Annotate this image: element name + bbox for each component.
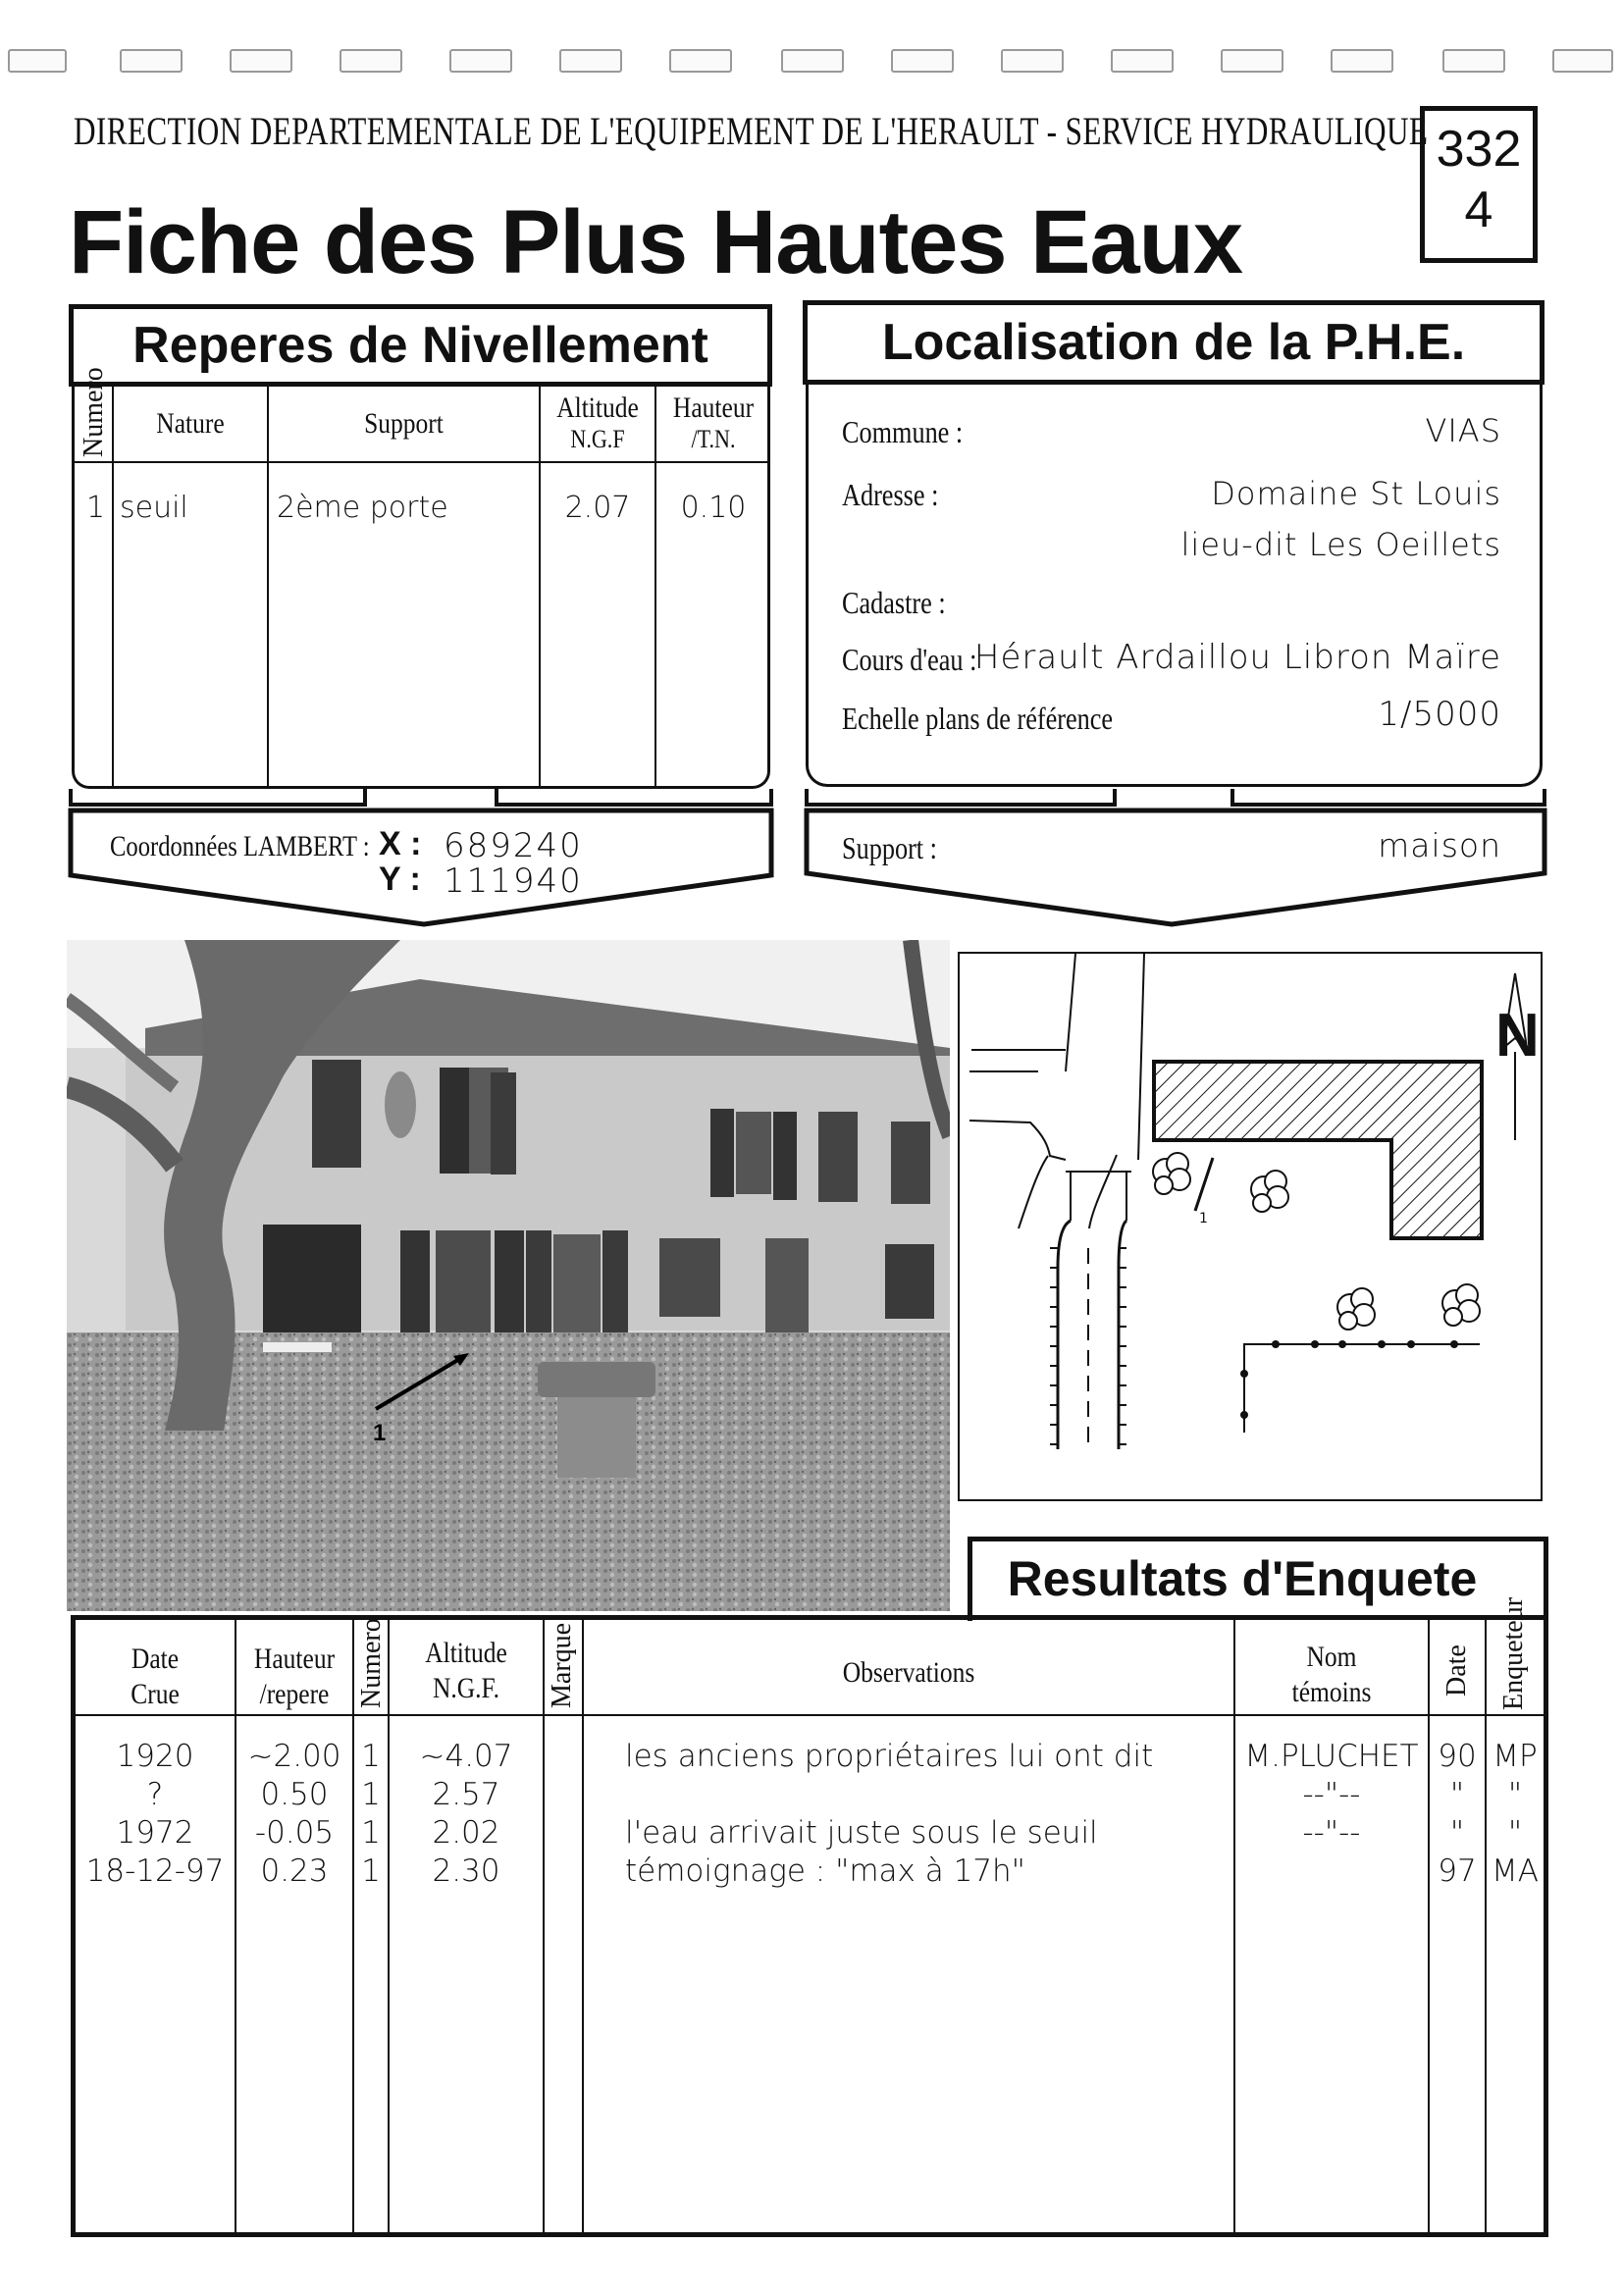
localisation-title: Localisation de la P.H.E.: [803, 300, 1544, 385]
reference-number: 332: [1436, 121, 1522, 178]
col-support: Support: [364, 407, 444, 440]
col-date: Date: [1441, 1644, 1472, 1697]
repere-nature: seuil: [120, 491, 188, 525]
table-row: 1972: [116, 1815, 194, 1851]
column-hauteur-values: ~2.00 0.50 -0.05 0.23: [247, 1739, 341, 1889]
support-value: maison: [1378, 826, 1501, 864]
column-nom-values: M.PLUCHET --"-- --"--: [1244, 1739, 1419, 1851]
column-altitude-values: ~4.07 2.57 2.02 2.30: [419, 1739, 513, 1889]
north-label: N: [1495, 1002, 1540, 1070]
column-enqueteur-values: MP " " MA: [1492, 1739, 1539, 1889]
column-date-crue-values: [76, 1738, 235, 1891]
resultats-table: [71, 1596, 1548, 2237]
resultats-title: Resultats d'Enquete: [1007, 1551, 1478, 1606]
col-altitude-res: Altitude N.G.F.: [425, 1637, 507, 1704]
reperes-table: [72, 367, 770, 789]
cadastre-label: Cadastre :: [842, 585, 946, 620]
column-date-values: 90 " " 97: [1438, 1739, 1477, 1889]
photo-marker: 1: [373, 1420, 387, 1446]
repere-support: 2ème porte: [277, 491, 448, 525]
lambert-x-value: 689240: [444, 826, 583, 865]
commune-value: VIAS: [1425, 412, 1501, 449]
col-numero: Numero: [79, 367, 109, 457]
repere-numero: 1: [86, 491, 106, 525]
col-date-crue: Date Crue: [131, 1643, 180, 1710]
column-observations-values: les anciens propriétaires lui ont dit l'eau arrivait juste sous le seuil témoignage : "max à 17h": [625, 1739, 1154, 1889]
adresse-line-2: lieu-dit Les Oeillets: [1180, 526, 1501, 563]
support-label: Support :: [842, 830, 937, 865]
adresse-line-1: Domaine St Louis: [1211, 475, 1501, 512]
table-row: ?: [146, 1777, 164, 1812]
lambert-x-label: X :: [379, 825, 422, 862]
reperes-title: Reperes de Nivellement: [69, 304, 772, 387]
reference-sub-number: 4: [1464, 182, 1493, 238]
location-plan: [958, 952, 1543, 1501]
adresse-label: Adresse :: [842, 477, 939, 512]
lambert-label: Coordonnées LAMBERT :: [110, 830, 370, 862]
echelle-value: 1/5000: [1378, 695, 1501, 734]
col-marque: Marque: [547, 1622, 577, 1708]
repere-hauteur: 0.10: [680, 491, 747, 525]
lambert-y-label: Y :: [379, 861, 421, 898]
col-observations: Observations: [842, 1656, 975, 1689]
col-numero-res: Numero: [356, 1618, 387, 1708]
table-row: 18-12-97: [85, 1853, 225, 1889]
col-altitude: Altitude N.G.F: [556, 391, 639, 453]
col-enqueteur: Enqueteur: [1498, 1596, 1529, 1710]
echelle-label: Echelle plans de référence: [842, 701, 1114, 736]
col-hauteur-repere: Hauteur /repere: [253, 1643, 336, 1710]
plan-marker: 1: [1199, 1211, 1208, 1226]
column-numero-values: 1 1 1 1: [361, 1739, 381, 1889]
lambert-y-value: 111940: [444, 861, 583, 901]
page-title: Fiche des Plus Hautes Eaux: [69, 192, 1243, 292]
department-header: DIRECTION DEPARTEMENTALE DE L'EQUIPEMENT DE L'HERAULT - SERVICE HYDRAULIQUE: [74, 109, 1429, 153]
col-nom-temoins: Nom témoins: [1291, 1641, 1372, 1708]
reference-box: [1420, 106, 1538, 263]
commune-label: Commune :: [842, 414, 964, 449]
cours-eau-value: Hérault Ardaillou Libron Maïre: [973, 638, 1501, 677]
col-nature: Nature: [156, 407, 225, 440]
cours-eau-label: Cours d'eau :: [842, 642, 977, 677]
table-row: 1920: [116, 1739, 194, 1774]
repere-altitude: 2.07: [564, 491, 631, 525]
house-photo: [67, 940, 950, 1611]
col-hauteur: Hauteur /T.N.: [672, 391, 755, 453]
